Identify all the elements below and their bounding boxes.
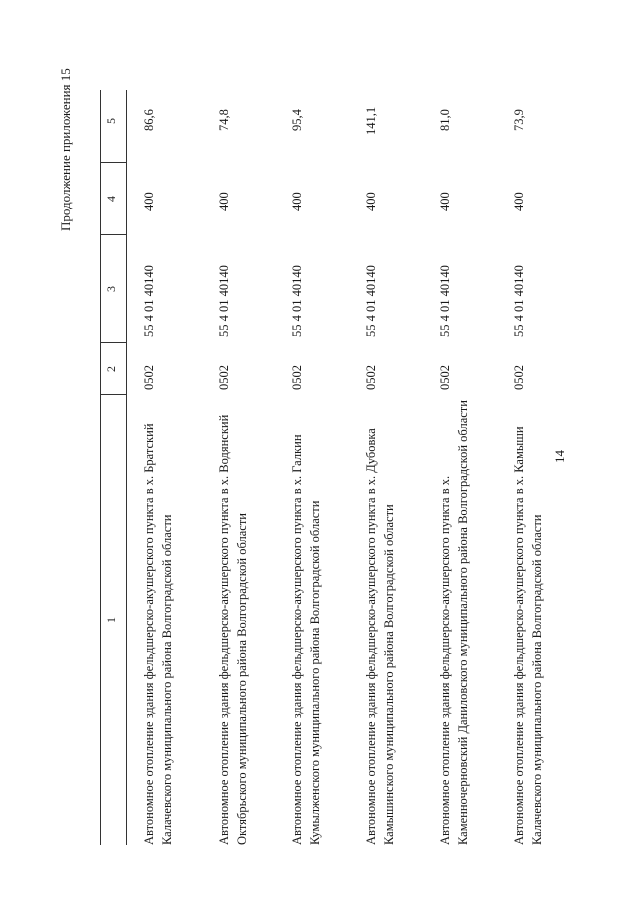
row-1-sum: 86,6 (142, 109, 156, 131)
col-divider-3 (100, 234, 126, 235)
header-col-3: 3 (104, 286, 118, 292)
row-4-vr: 400 (364, 192, 378, 211)
row-5-name: Автономное отопление здания фельдшерско-акушерского пункта в х. Каменночерновский Даниловского муниципального района Волгоградской области (438, 400, 470, 845)
row-2-vr: 400 (217, 192, 231, 211)
row-2-sum: 74,8 (217, 109, 231, 131)
row-6-vr: 400 (512, 192, 526, 211)
row-6-rz: 0502 (512, 365, 526, 390)
col-divider-4 (100, 162, 126, 163)
row-2-csr: 55 4 01 40140 (217, 265, 231, 337)
row-3-vr: 400 (290, 192, 304, 211)
row-3-csr: 55 4 01 40140 (290, 265, 304, 337)
row-4-name: Автономное отопление здания фельдшерско-акушерского пункта в х. Дубовка Камышинского муниципального района Волгоградской области (364, 428, 396, 845)
header-col-1: 1 (104, 617, 118, 623)
row-1-csr: 55 4 01 40140 (142, 265, 156, 337)
row-5-csr: 55 4 01 40140 (438, 265, 452, 337)
row-1-name: Автономное отопление здания фельдшерско-акушерского пункта в х. Братский Калачевского муниципального района Волгоградской области (142, 423, 174, 845)
row-3-name: Автономное отопление здания фельдшерско-акушерского пункта в х. Галкин Кумылженского муниципального района Волгоградской области (290, 434, 322, 845)
row-6-sum: 73,9 (512, 109, 526, 131)
header-col-4: 4 (104, 196, 118, 202)
row-5-sum: 81,0 (438, 109, 452, 131)
row-4-csr: 55 4 01 40140 (364, 265, 378, 337)
row-6-csr: 55 4 01 40140 (512, 265, 526, 337)
row-4-sum: 141,1 (364, 106, 378, 135)
row-5-vr: 400 (438, 192, 452, 211)
appendix-caption: Продолжение приложения 15 (58, 68, 73, 231)
row-2-rz: 0502 (217, 365, 231, 390)
row-1-vr: 400 (142, 192, 156, 211)
budget-table (92, 0, 552, 905)
header-bottom-border (126, 90, 127, 845)
row-1-rz: 0502 (142, 365, 156, 390)
table-top-border (100, 90, 101, 845)
row-3-sum: 95,4 (290, 109, 304, 131)
header-col-2: 2 (104, 366, 118, 372)
header-col-5: 5 (104, 118, 118, 124)
col-divider-1 (100, 394, 126, 395)
page-number: 14 (552, 450, 567, 463)
row-3-rz: 0502 (290, 365, 304, 390)
row-4-rz: 0502 (364, 365, 378, 390)
col-divider-2 (100, 342, 126, 343)
row-5-rz: 0502 (438, 365, 452, 390)
row-6-name: Автономное отопление здания фельдшерско-акушерского пункта в х. Камыши Калачевского муниципального района Волгоградской области (512, 426, 544, 845)
row-2-name: Автономное отопление здания фельдшерско-акушерского пункта в х. Водянский Октябрьского муниципального района Волгоградской области (217, 414, 249, 845)
